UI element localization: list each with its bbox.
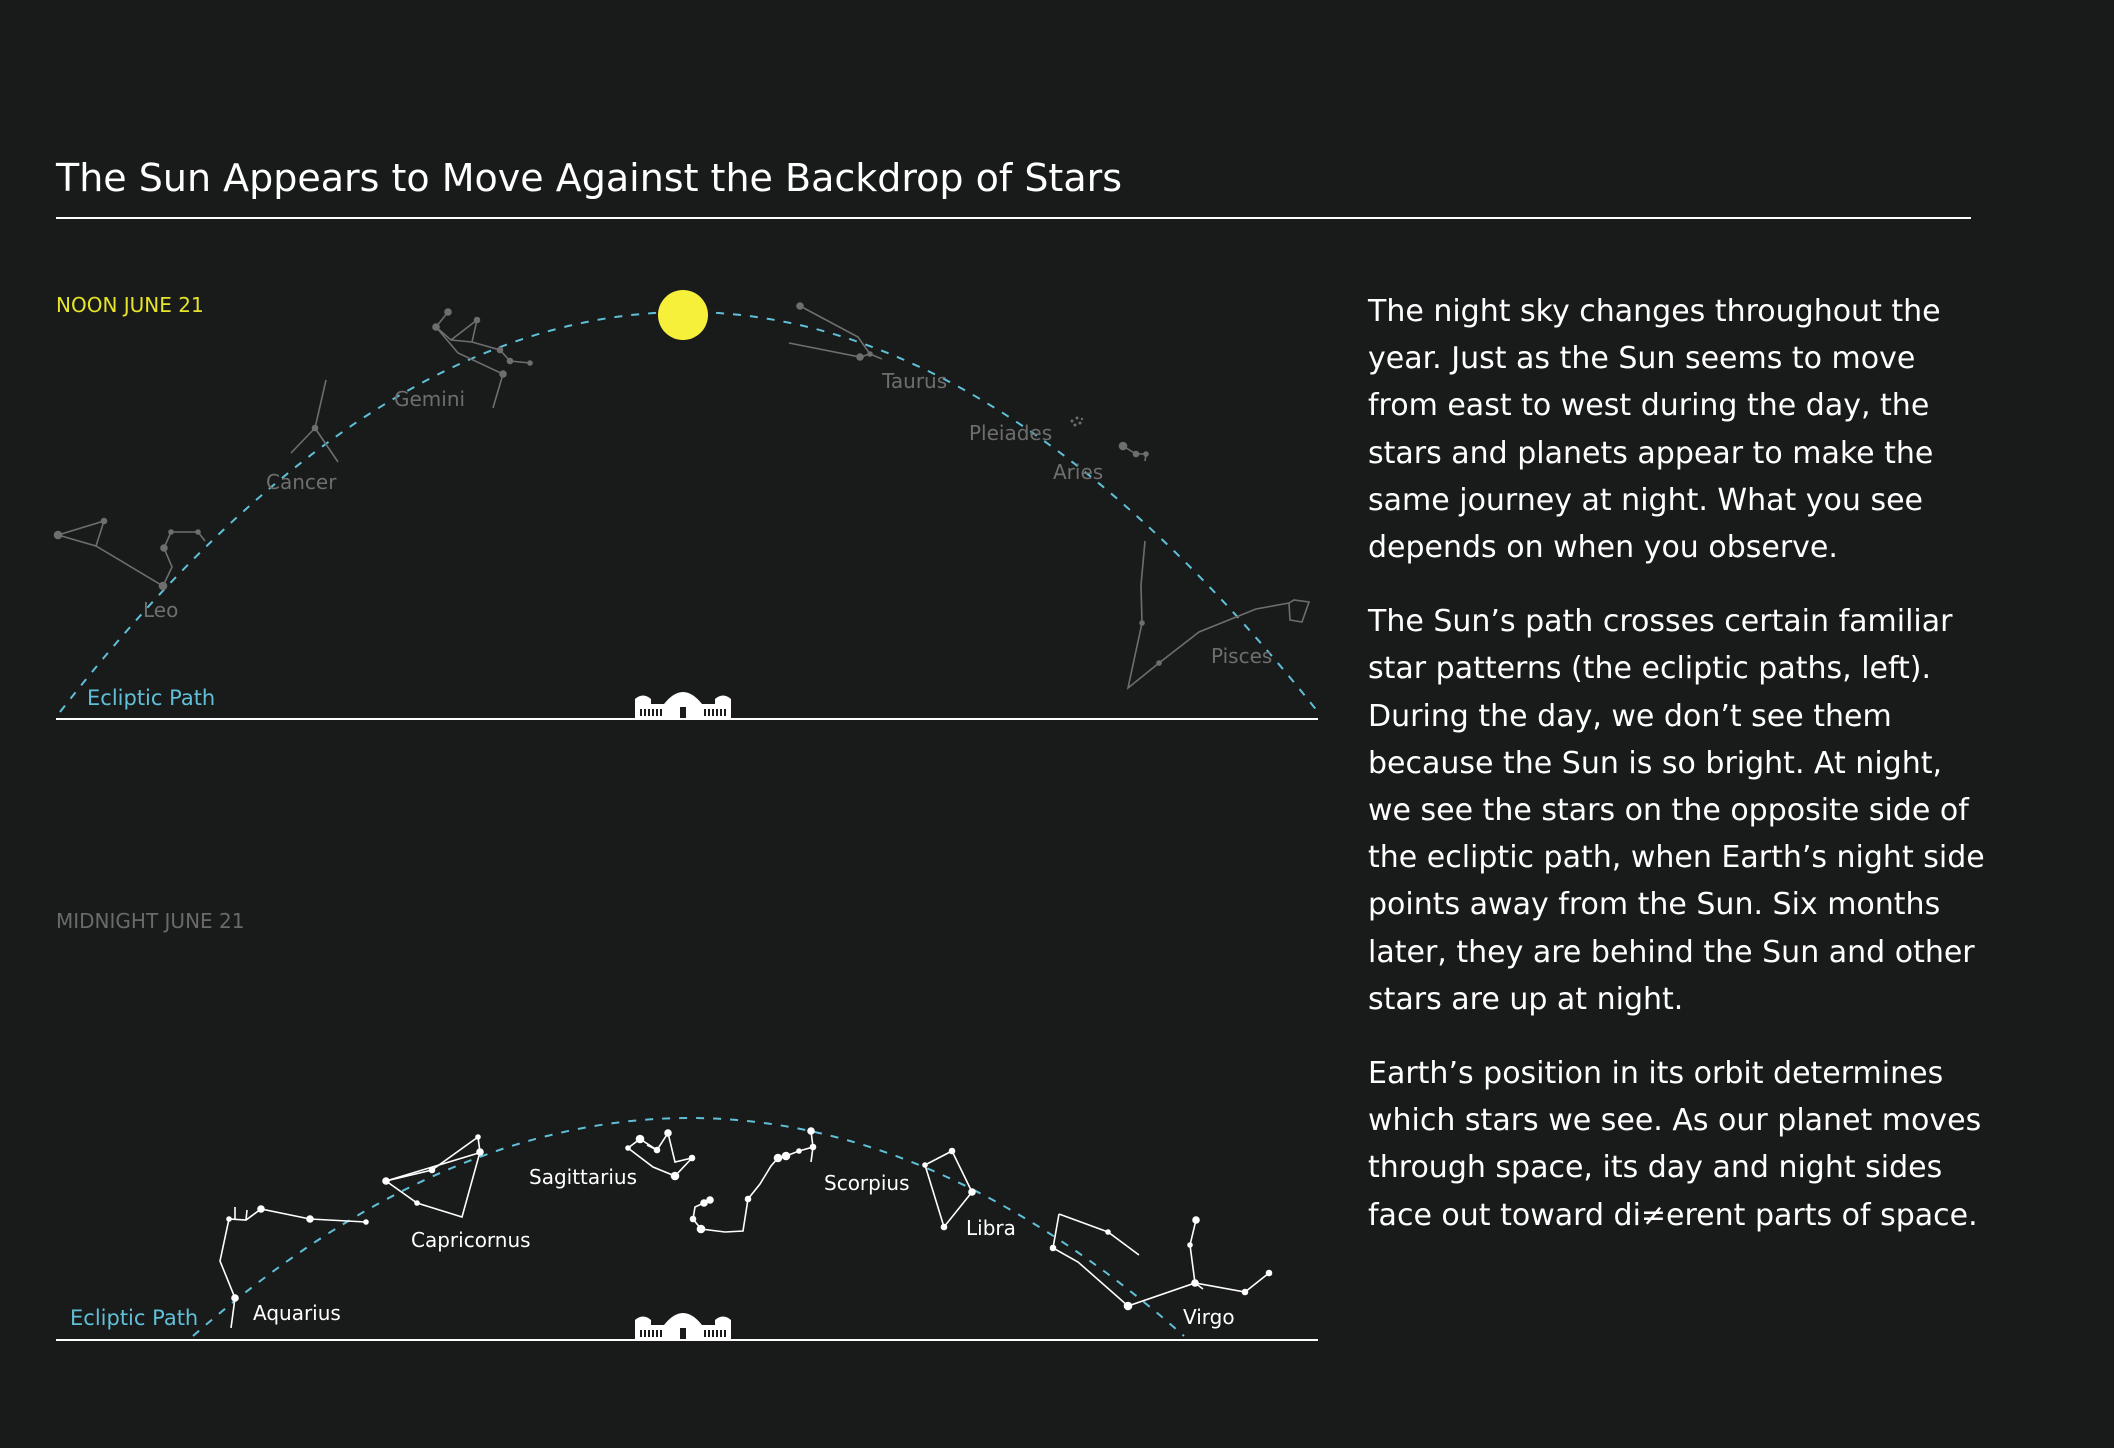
aries-label: Aries — [1053, 460, 1104, 484]
noon-ecliptic-label: Ecliptic Path — [87, 686, 216, 710]
cancer-label: Cancer — [266, 470, 337, 494]
sun-icon — [658, 290, 708, 340]
scorpius-constellation — [691, 1128, 816, 1233]
scorpius-label: Scorpius — [824, 1171, 910, 1195]
aquarius-label: Aquarius — [253, 1301, 341, 1325]
taurus-label: Taurus — [882, 369, 948, 393]
paragraph-2: The Sun’s path crosses certain familiar star patterns (the ecliptic paths, left). During the day, we don’t see them because the Sun is so bright. At night, we see the stars on the opposite side of the ecliptic path, when Earth’s night side points away from the Sun. Six months later, they are behind the Sun and other stars are up at night. — [1368, 604, 1985, 1017]
noon-ecliptic-arc — [60, 312, 1318, 712]
explanation-text — [1368, 288, 1988, 1266]
pisces-label: Pisces — [1211, 644, 1273, 668]
midnight-ecliptic-arc — [193, 1118, 1184, 1336]
taurus-constellation — [789, 303, 882, 360]
gemini-label: Gemini — [394, 387, 466, 411]
noon-time-label: NOON JUNE 21 — [56, 293, 204, 317]
pleiades-label: Pleiades — [969, 421, 1053, 445]
virgo-constellation — [1051, 1214, 1272, 1310]
midnight-ecliptic-label: Ecliptic Path — [70, 1306, 199, 1330]
virgo-label: Virgo — [1183, 1305, 1235, 1329]
leo-label: Leo — [143, 598, 179, 622]
libra-label: Libra — [966, 1216, 1016, 1240]
observatory-icon — [635, 1313, 731, 1339]
leo-constellation — [55, 519, 206, 590]
noon-panel — [55, 290, 1319, 719]
paragraph-1: The night sky changes throughout the year. Just as the Sun seems to move from east to west during the day, the stars and planets appear to make the same journey at night. What you see depends on when you observe. — [1368, 294, 1941, 566]
pleiades-cluster — [1071, 417, 1084, 427]
midnight-panel — [56, 909, 1318, 1340]
aries-constellation — [1120, 443, 1149, 462]
midnight-time-label: MIDNIGHT JUNE 21 — [56, 909, 245, 933]
cancer-constellation — [291, 380, 338, 462]
page-title: The Sun Appears to Move Against the Backdrop of Stars — [56, 156, 1123, 200]
observatory-icon — [635, 692, 731, 718]
capricornus-label: Capricornus — [411, 1228, 531, 1252]
sagittarius-label: Sagittarius — [529, 1165, 638, 1189]
paragraph-3: Earth’s position in its orbit determines which stars we see. As our planet moves through space, its day and night sides face out toward di≠erent parts of space. — [1368, 1056, 1982, 1233]
